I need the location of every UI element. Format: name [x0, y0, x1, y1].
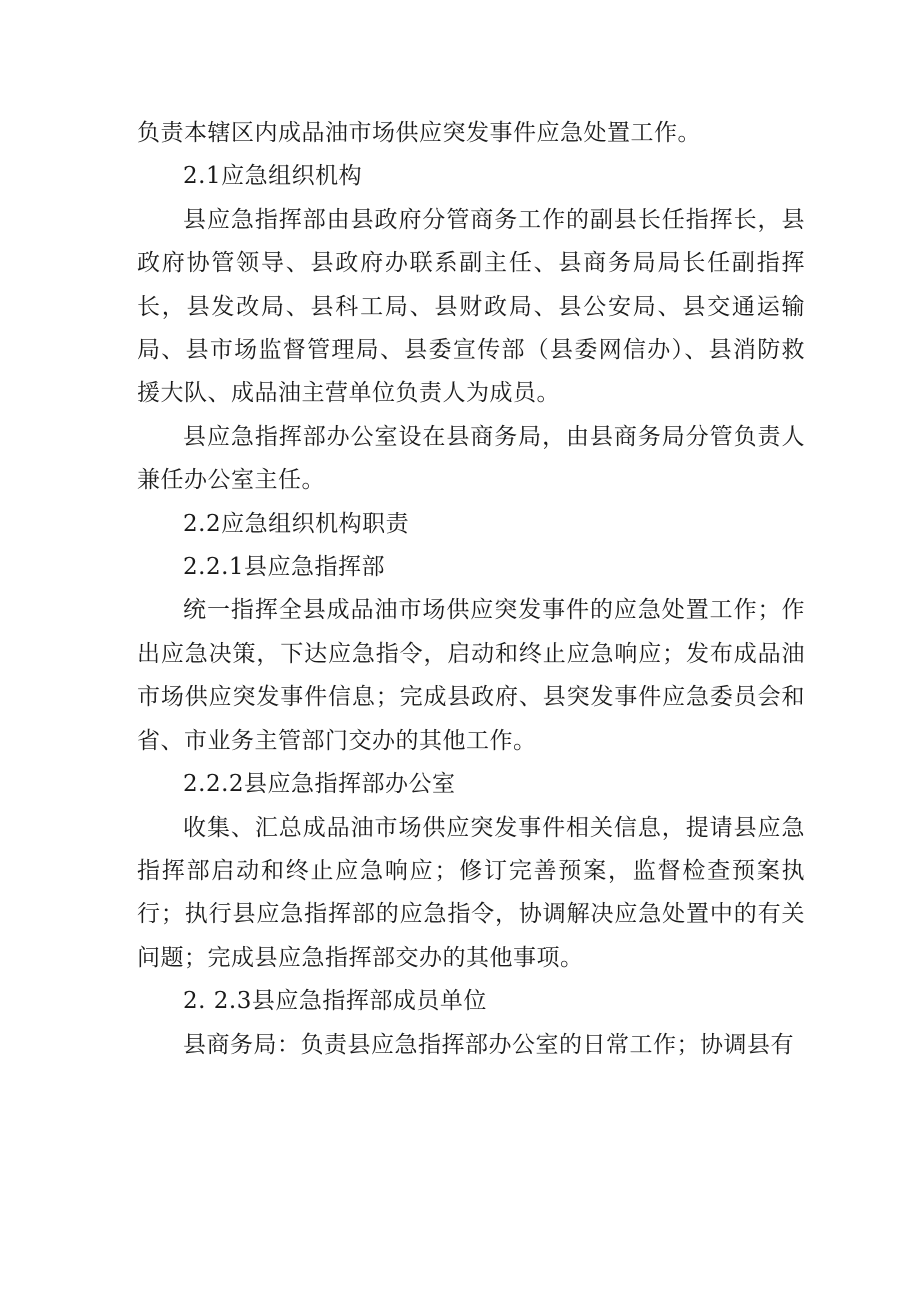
paragraph-office: 县应急指挥部办公室设在县商务局，由县商务局分管负责人兼任办公室主任。	[137, 423, 805, 494]
heading-2-1: 2.1应急组织机构	[183, 163, 363, 190]
paragraph-office-duties: 收集、汇总成品油市场供应突发事件相关信息，提请县应急指挥部启动和终止应急响应；修订完善预案，监督检查预案执行；执行县应急指挥部的应急指令，协调解决应急处置中的有关问题；完成县应急指挥部交办的其他事项。	[137, 814, 805, 971]
paragraph-continued: 负责本辖区内成品油市场供应突发事件应急处置工作。	[137, 120, 701, 146]
paragraph-command-duties: 统一指挥全县成品油市场供应突发事件的应急处置工作；作出应急决策，下达应急指令，启动和终止应急响应；发布成品油市场供应突发事件信息；完成县政府、县突发事件应急委员会和省、市业务主管部门交办的其他工作。	[137, 597, 805, 754]
heading-2-2-3: 2. 2.3县应急指挥部成员单位	[183, 988, 487, 1015]
document-body	[137, 112, 805, 1067]
paragraph-organization: 县应急指挥部由县政府分管商务工作的副县长任指挥长，县政府协管领导、县政府办联系副主任、县商务局局长任副指挥长，县发改局、县科工局、县财政局、县公安局、县交通运输局、县市场监督管理局、县委宣传部（县委网信办）、县消防救援大队、成品油主营单位负责人为成员。	[137, 206, 805, 407]
paragraph-commerce-bureau: 县商务局：负责县应急指挥部办公室的日常工作；协调县有	[183, 1031, 794, 1058]
heading-2-2: 2.2应急组织机构职责	[183, 510, 410, 537]
heading-2-2-1: 2.2.1县应急指挥部	[183, 554, 386, 581]
heading-2-2-2: 2.2.2县应急指挥部办公室	[183, 771, 456, 798]
